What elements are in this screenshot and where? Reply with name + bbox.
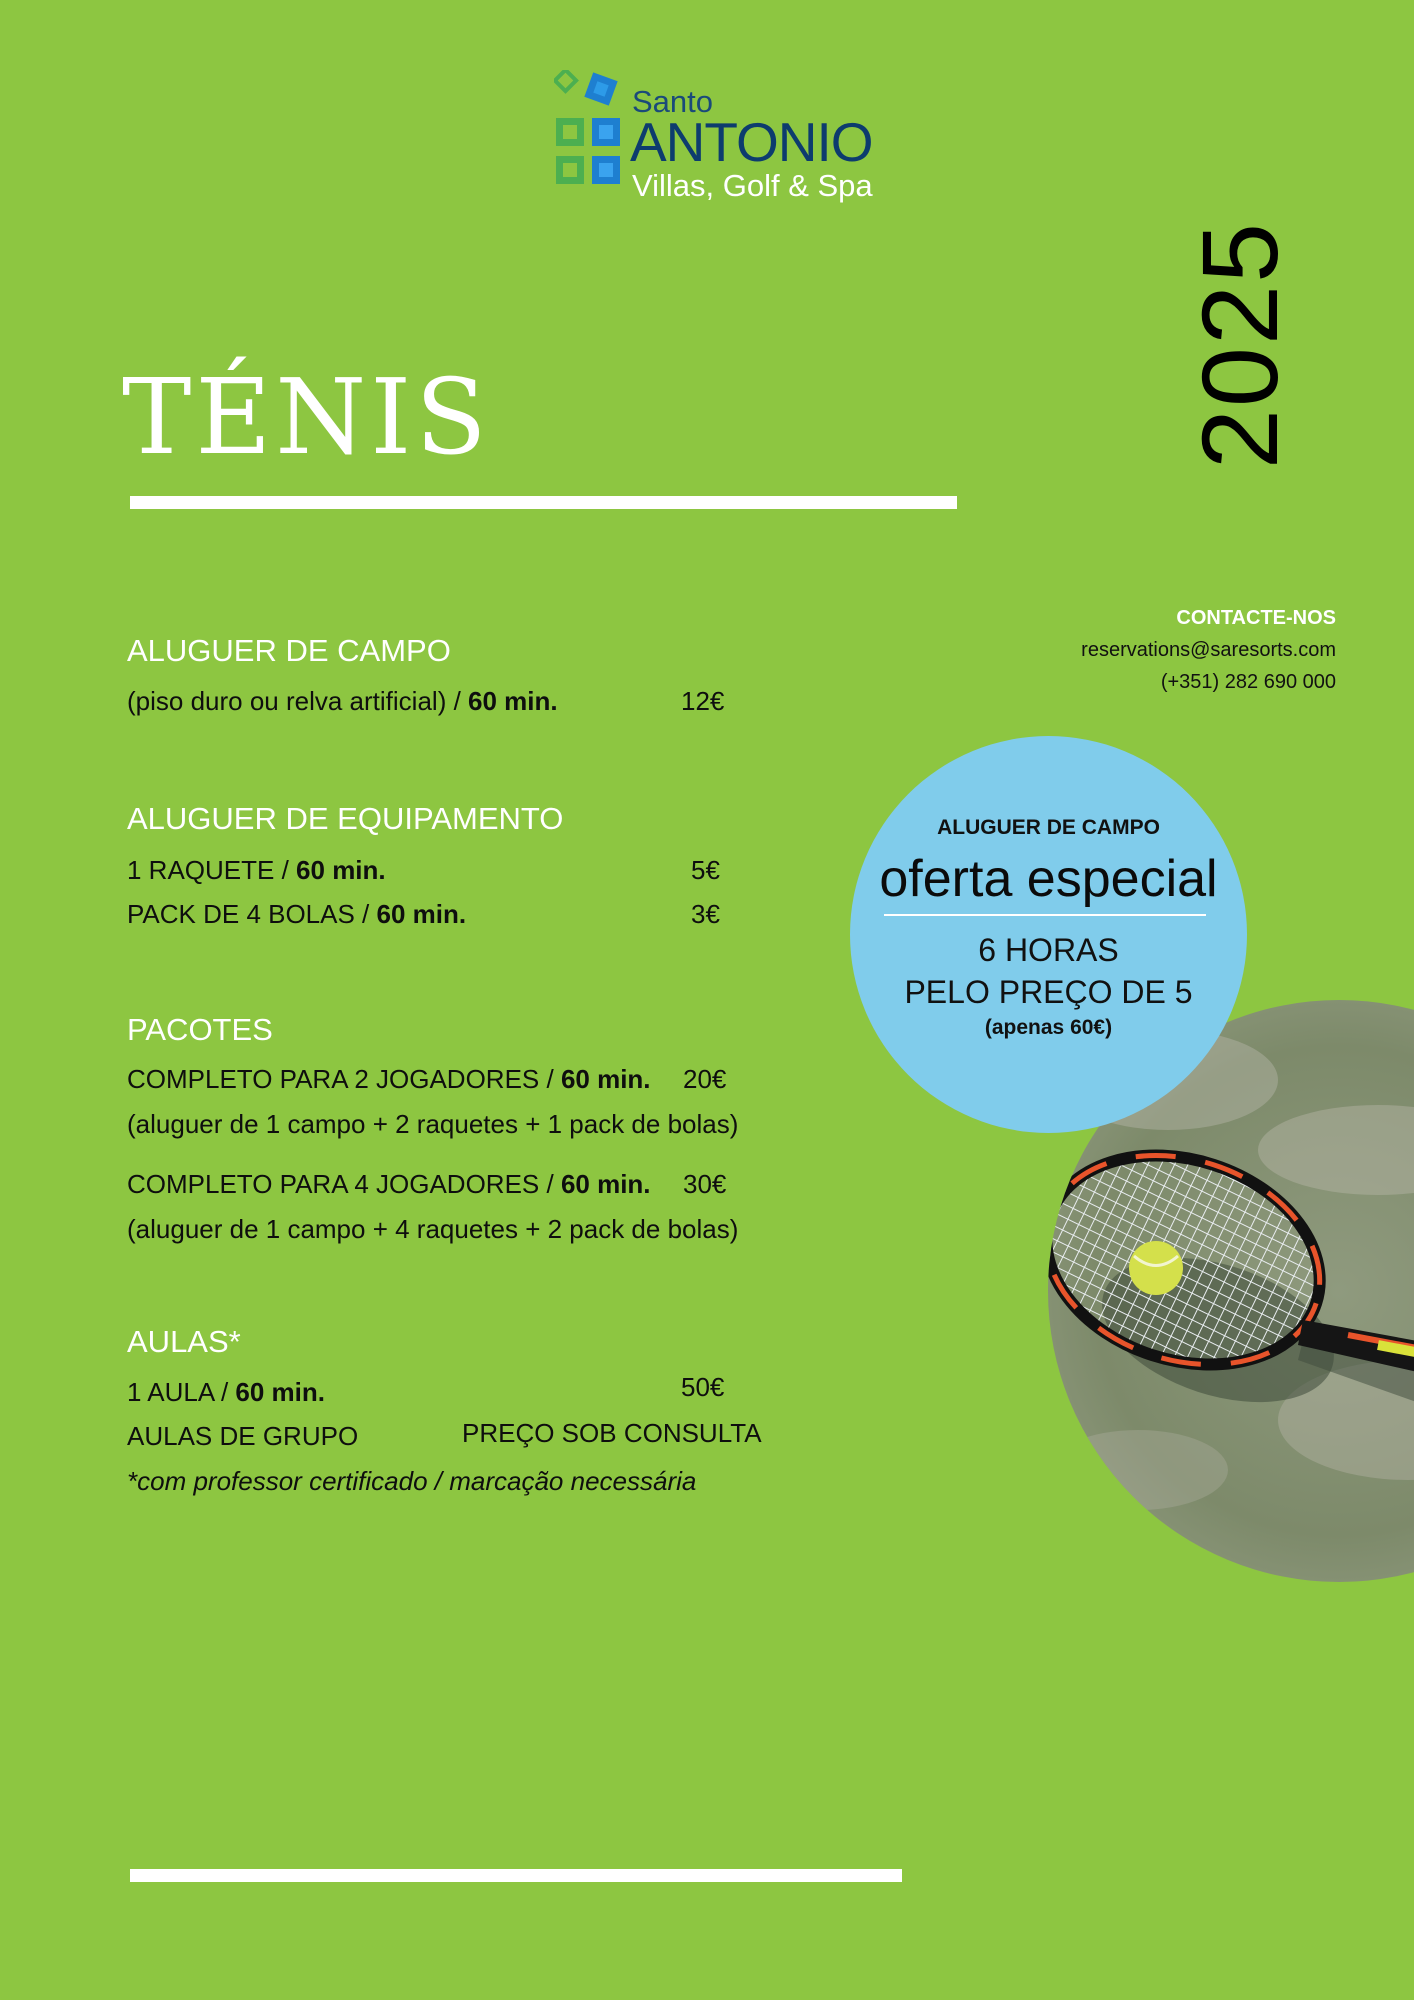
price-campo: 12€: [681, 686, 725, 716]
offer-divider: [884, 914, 1206, 916]
section-title-equipamento: ALUGUER DE EQUIPAMENTO: [127, 801, 564, 836]
row-text: (piso duro ou relva artificial) /: [127, 686, 469, 716]
pacote-4-detail: (aluguer de 1 campo + 4 raquetes + 2 pack de bolas): [127, 1214, 739, 1244]
offer-line-hours: 6 HORAS: [978, 932, 1119, 968]
offer-heading: ALUGUER DE CAMPO: [937, 816, 1160, 839]
section-title-aulas: AULAS*: [127, 1324, 241, 1359]
logo-squares-icon: [554, 70, 628, 190]
special-offer-badge: [850, 736, 1247, 1133]
contact-phone[interactable]: (+351) 282 690 000: [1160, 671, 1336, 693]
price-aula: 50€: [681, 1372, 725, 1402]
logo-line-antonio: ANTONIO: [630, 111, 873, 173]
title-underline: [130, 496, 957, 509]
price-aulas-grupo: PREÇO SOB CONSULTA: [462, 1418, 762, 1448]
row-duration: 60 min.: [468, 686, 558, 716]
contact-heading: CONTACTE-NOS: [1176, 607, 1336, 629]
price-row-aula: [127, 1377, 325, 1408]
logo-line-villas: Villas, Golf & Spa: [632, 168, 873, 203]
contact-email[interactable]: reservations@saresorts.com: [1081, 639, 1336, 661]
row-text: COMPLETO PARA 2 JOGADORES /: [127, 1064, 561, 1094]
offer-title: oferta especial: [879, 850, 1218, 908]
row-duration: 60 min.: [376, 899, 467, 929]
section-title-pacotes: PACOTES: [127, 1012, 273, 1047]
logo-line-santo: Santo: [632, 84, 714, 119]
row-duration: 60 min.: [235, 1377, 325, 1407]
contact-block: [1081, 602, 1336, 698]
row-duration: 60 min.: [296, 855, 386, 885]
price-row-pacote-2: [127, 1064, 651, 1095]
offer-line-only: (apenas 60€): [984, 1016, 1113, 1039]
price-row-campo: [127, 686, 558, 717]
offer-line-price-of: PELO PREÇO DE 5: [904, 974, 1193, 1010]
page-title: TÉNIS: [122, 356, 491, 478]
price-raquete: 5€: [691, 855, 720, 885]
row-text: PACK DE 4 BOLAS /: [127, 899, 377, 929]
price-row-raquete: [127, 855, 386, 886]
row-text: COMPLETO PARA 4 JOGADORES /: [127, 1169, 561, 1199]
logo: [554, 70, 874, 203]
price-row-pacote-4: [127, 1169, 651, 1200]
section-title-campo: ALUGUER DE CAMPO: [127, 633, 451, 668]
row-duration: 60 min.: [560, 1064, 651, 1094]
row-text: 1 AULA /: [127, 1377, 236, 1407]
price-bolas: 3€: [691, 899, 720, 929]
row-duration: 60 min.: [560, 1169, 651, 1199]
year-label: 2025: [1179, 220, 1300, 470]
bottom-rule: [130, 1869, 902, 1882]
price-row-bolas: [127, 899, 466, 930]
price-pacote-2: 20€: [683, 1064, 727, 1094]
price-row-aulas-grupo: AULAS DE GRUPO: [127, 1421, 359, 1451]
aulas-note: *com professor certificado / marcação necessária: [127, 1466, 697, 1496]
row-text: 1 RAQUETE /: [127, 855, 297, 885]
price-pacote-4: 30€: [683, 1169, 727, 1199]
pacote-2-detail: (aluguer de 1 campo + 2 raquetes + 1 pack de bolas): [127, 1109, 739, 1139]
